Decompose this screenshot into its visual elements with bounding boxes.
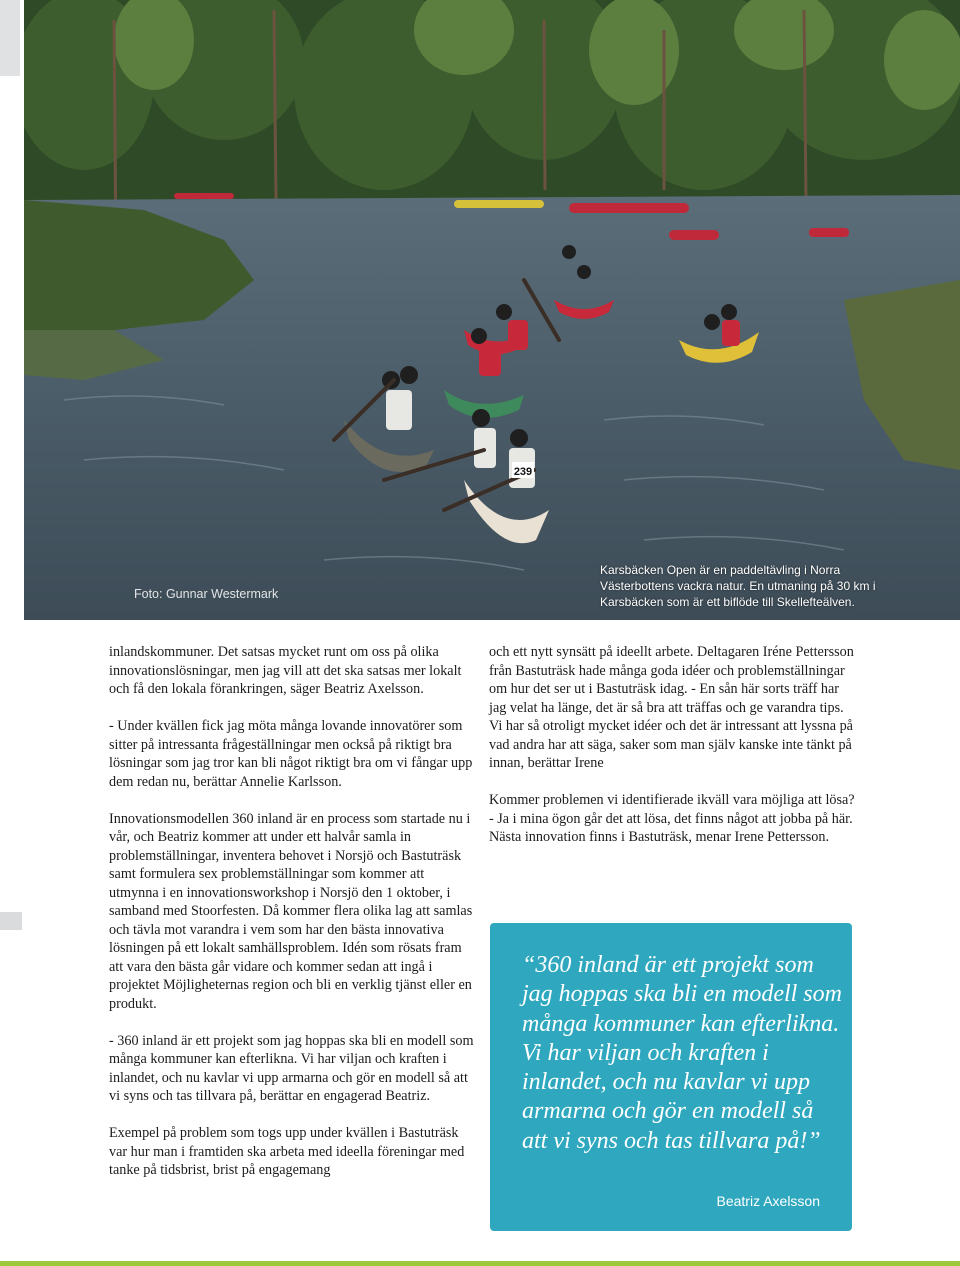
pull-quote-box bbox=[490, 923, 852, 1231]
pull-quote-text: “360 inland är ett projekt som jag hoppas ska bli en modell som många kommuner kan efterlikna. Vi har viljan och kraften i inlandet, och nu kavlar vi upp armarna och gör en modell så att vi syns och tas tillvara på!” bbox=[522, 952, 842, 1154]
side-tab-marker-small bbox=[0, 912, 22, 930]
article-paragraph: och ett nytt synsätt på ideellt arbete. Deltagaren Iréne Pettersson från Bastuträsk hade många goda idéer och problemställningar om hur det ser ut i Bastuträsk idag. - En sån här sorts träff har jag velat ha länge, det är så bra att träffas och ge varandra tips. Vi har så otroligt mycket idéer och det är intressant att lyssna på vad andra har att säga, saker som man själv kanske inte tänkt på innan, berättar Irene bbox=[489, 644, 854, 771]
side-tab-marker bbox=[0, 0, 20, 76]
article-paragraph: Kommer problemen vi identifierade ikväll vara möjliga att lösa? - Ja i mina ögon går det att lösa, det finns något att jobba på här. Nästa innovation finns i Bastuträsk, menar Irene Pettersson. bbox=[489, 792, 855, 845]
canoe-race-illustration bbox=[24, 0, 960, 620]
article-column-right bbox=[489, 643, 855, 865]
article-paragraph: - Under kvällen fick jag möta många lovande innovatörer som sitter på intressanta frågeställningar men också på riktigt bra lösningar som jag tror kan bli något riktigt bra om vi fångar upp dem redan nu, berättar Annelie Karlsson. bbox=[109, 718, 473, 790]
photo-credit: Foto: Gunnar Westermark bbox=[134, 587, 279, 601]
bib-number: 239 bbox=[513, 466, 533, 478]
photo-caption: Karsbäcken Open är en paddeltävling i Norra Västerbottens vackra natur. En utmaning på 30 km i Karsbäcken som är ett biflöde till Skellefteälven. bbox=[600, 563, 876, 609]
article-paragraph: Exempel på problem som togs upp under kvällen i Bastuträsk var hur man i framtiden ska arbeta med ideella föreningar med tanke på tidsbrist, brist på engagemang bbox=[109, 1125, 465, 1178]
article-paragraph: - 360 inland är ett projekt som jag hoppas ska bli en modell som många kommuner kan efterlikna. Vi har viljan och kraften i inlandet, och nu kavlar vi upp armarna och gör en modell så att vi syns och tas tillvara på, berättar en engagerad Beatriz. bbox=[109, 1032, 474, 1104]
canoe-race-photo bbox=[24, 0, 960, 620]
pull-quote-author: Beatriz Axelsson bbox=[716, 1193, 820, 1209]
article-column-left bbox=[109, 643, 475, 1198]
article-paragraph: Innovationsmodellen 360 inland är en process som startade nu i vår, och Beatriz kommer att under ett halvår samla in problemställningar, inventera behovet i Norsjö och Bastuträsk samt formulera sex problemställningar som kommer att utmynna i en innovationsworkshop i Norsjö den 1 oktober, i samband med Stoorfesten. Då kommer flera olika lag att samlas och tävla mot varandra i vem som har den bästa innovativa lösningen på ett lokalt samhällsproblem. Idén som rösats fram att vara den bästa går vidare och kommer sedan att ingå i projektet Möjligheternas region och bli en verklig tjänst eller en produkt. bbox=[109, 810, 473, 1012]
footer-accent-line bbox=[0, 1261, 960, 1266]
article-paragraph: inlandskommuner. Det satsas mycket runt om oss på olika innovationslösningar, men jag vill att det ska satsas mer lokalt och få den lokala förankringen, säger Beatriz Axelsson. bbox=[109, 644, 462, 697]
